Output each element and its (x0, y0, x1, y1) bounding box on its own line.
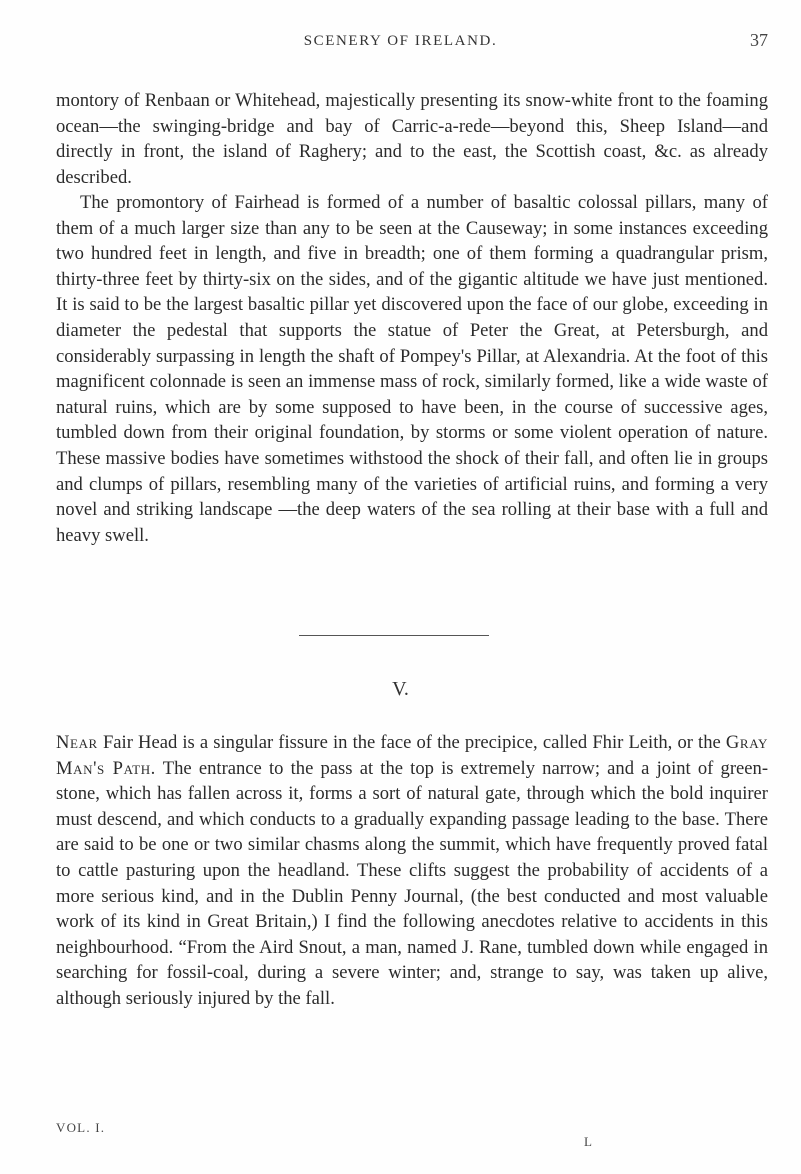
paragraph-1: montory of Renbaan or Whitehead, majestically presenting its snow-white front to the foaming ocean—the swinging-bridge and bay of Carric-a-rede—beyond this, Sheep Island—and directly in front, the island of Raghery; and to the east, the Scottish coast, &c. as already described. (56, 90, 768, 188)
page-number: 37 (750, 30, 768, 50)
volume-label: VOL. I. (56, 1120, 106, 1135)
section-number: V. (392, 678, 409, 700)
paragraph-3-text-1: Fair Head is a singular fissure in the face of the precipice, called Fhir Leith, or the (97, 732, 726, 753)
section-divider (299, 635, 489, 636)
paragraph-3-lead: Near (56, 732, 98, 753)
paragraph-2: The promontory of Fairhead is formed of a number of basaltic colossal pillars, many of them of a much larger size than any to be seen at the Causeway; in some instances exceeding two hundred feet in length, and five in breadth; one of them forming a quadrangular prism, thirty-three feet by thirty-six on the sides, and of the gigantic altitude we have just mentioned. It is said to be the largest basaltic pillar yet discovered upon the face of our globe, exceeding in diameter the pedestal that supports the statue of Peter the Great, at Petersburgh, and considerably surpassing in length the shaft of Pompey's Pillar, at Alexandria. At the foot of this magnificent colonnade is seen an immense mass of rock, similarly formed, like a wide waste of natural ruins, which are by some supposed to have been, in the course of successive ages, tumbled down from their original foundation, by storms or some violent operation of nature. These massive bodies have sometimes withstood the shock of their fall, and often lie in groups and clumps of pillars, resembling many of the varieties of artificial ruins, and forming a very novel and striking landscape —the deep waters of the sea rolling at their base with a full and heavy swell. (56, 192, 768, 546)
paragraph-3-text-2: The entrance to the pass at the top is extremely narrow; and a joint of green-stone, which has fallen across it, forms a sort of natural gate, through which the bold inquirer must descend, and which conducts to a gradually expanding passage leading to the base. There are said to be one or two similar chasms along the summit, which have frequently proved fatal to cattle pasturing upon the headland. These clifts suggest the probability of accidents of a more serious kind, and in the Dublin Penny Journal, (the best conducted and most valuable work of its kind in Great Britain,) I find the following anecdotes relative to accidents in this neighbourhood. “From the Aird Snout, a man, named J. Rane, tumbled down while engaged in searching for fossil-coal, during a severe winter; and, strange to say, was taken up alive, although seriously injured by the fall. (56, 757, 769, 1009)
running-title: SCENERY OF IRELAND. (303, 33, 498, 49)
gray-mans-path-name: Gray Man's Path. (56, 732, 768, 779)
signature-mark: L (584, 1134, 593, 1149)
paragraph-3 (56, 730, 768, 1012)
